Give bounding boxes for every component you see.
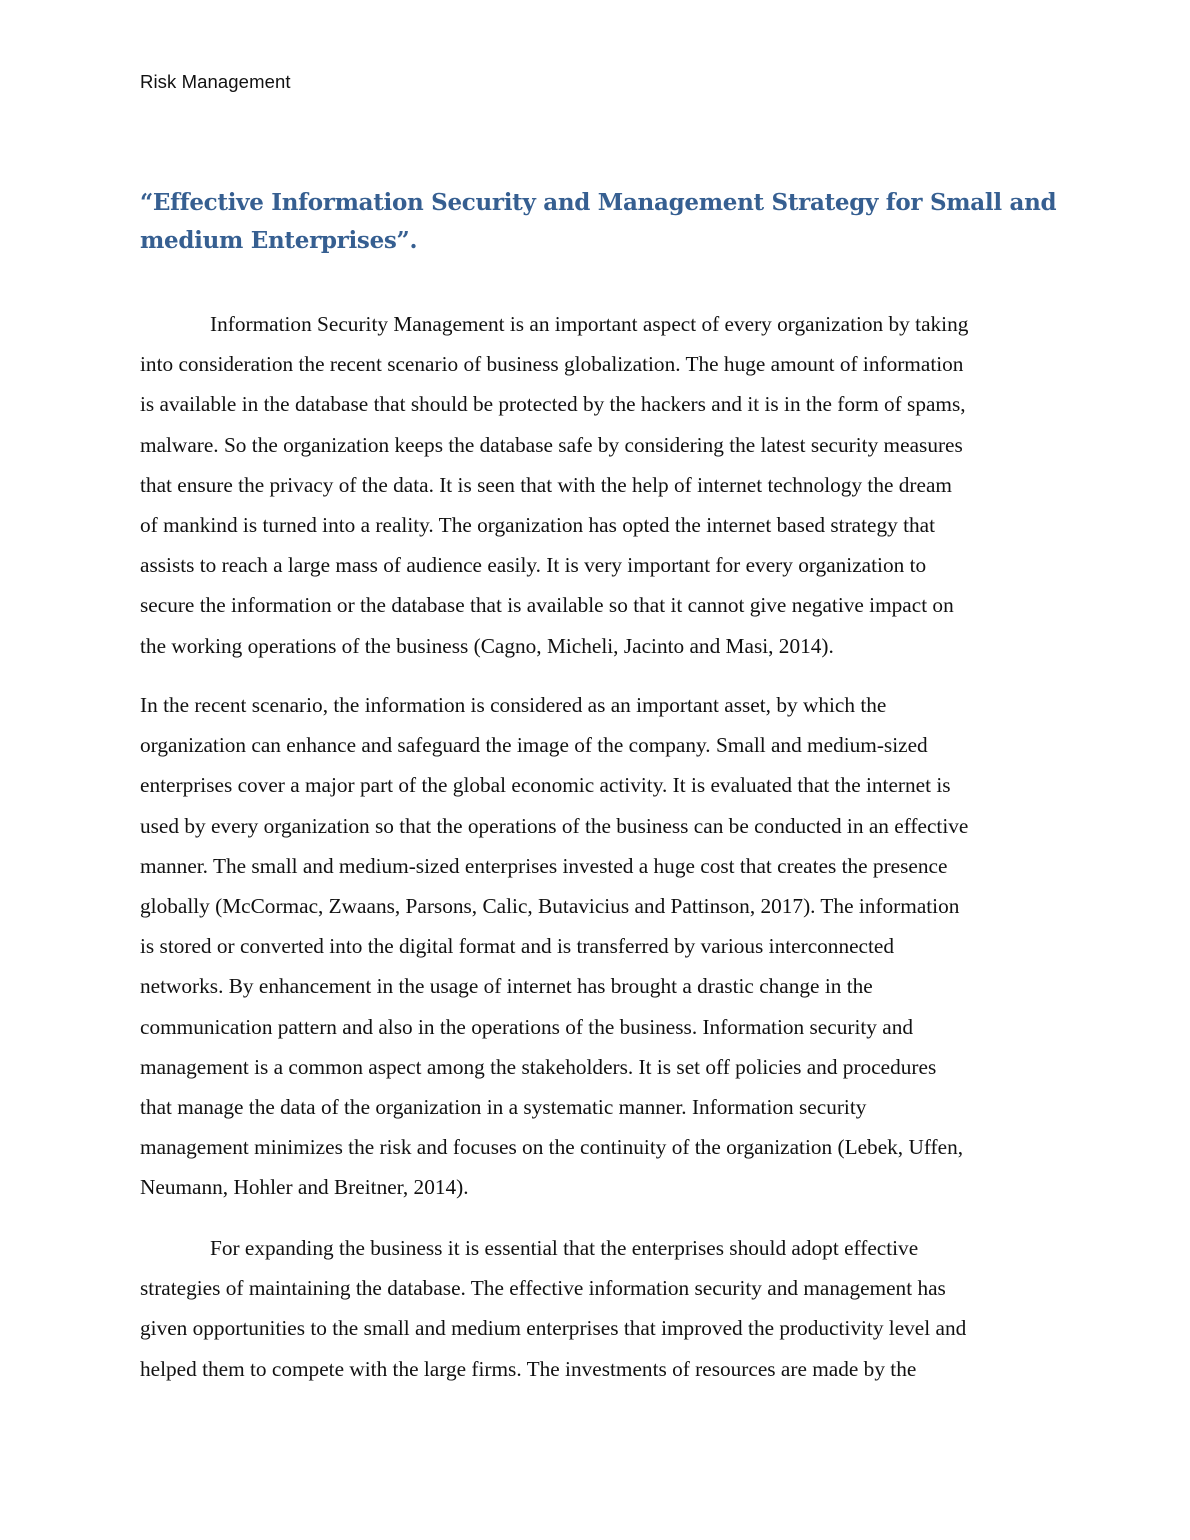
text-line: communication pattern and also in the operations of the business. Information security and xyxy=(140,1014,913,1039)
text-line: into consideration the recent scenario of business globalization. The huge amount of information xyxy=(140,352,964,377)
text-line: given opportunities to the small and medium enterprises that improved the productivity level and xyxy=(140,1316,967,1341)
text-line: used by every organization so that the operations of the business can be conducted in an effective xyxy=(140,813,969,838)
text-line: manner. The small and medium-sized enterprises invested a huge cost that creates the presence xyxy=(140,853,948,878)
text-line: of mankind is turned into a reality. The organization has opted the internet based strategy that xyxy=(140,513,936,538)
text-line: that manage the data of the organization in a systematic manner. Information security xyxy=(140,1095,867,1120)
document-title xyxy=(140,184,1057,260)
running-header: Risk Management xyxy=(140,71,291,92)
text-line: strategies of maintaining the database. The effective information security and management has xyxy=(140,1276,946,1301)
paragraph-expanding-business xyxy=(140,1228,1060,1389)
text-line: Neumann, Hohler and Breitner, 2014). xyxy=(140,1175,469,1200)
text-line: organization can enhance and safeguard the image of the company. Small and medium-sized xyxy=(140,733,928,758)
text-line: helped them to compete with the large firms. The investments of resources are made by the xyxy=(140,1356,917,1381)
text-line: Information Security Management is an important aspect of every organization by taking xyxy=(210,312,969,336)
text-line: that ensure the privacy of the data. It is seen that with the help of internet technology the dream xyxy=(140,472,952,497)
text-line: enterprises cover a major part of the global economic activity. It is evaluated that the internet is xyxy=(140,773,951,798)
text-line: is available in the database that should be protected by the hackers and it is in the form of spams, xyxy=(140,392,966,417)
text-line: For expanding the business it is essential that the enterprises should adopt effective xyxy=(210,1236,919,1260)
text-line: globally (McCormac, Zwaans, Parsons, Calic, Butavicius and Pattinson, 2017). The information xyxy=(140,894,960,919)
paragraph-recent-scenario xyxy=(140,685,1060,1208)
text-line: networks. By enhancement in the usage of internet has brought a drastic change in the xyxy=(140,974,873,999)
title-line: medium Enterprises”. xyxy=(140,227,418,254)
text-line: is stored or converted into the digital format and is transferred by various interconnected xyxy=(140,934,895,959)
title-line: “Effective Information Security and Management Strategy for Small and xyxy=(140,189,1057,216)
paragraph-introduction xyxy=(140,304,1060,666)
text-line: malware. So the organization keeps the database safe by considering the latest security measures xyxy=(140,432,963,457)
text-line: assists to reach a large mass of audience easily. It is very important for every organization to xyxy=(140,553,927,578)
text-line: management is a common aspect among the stakeholders. It is set off policies and procedures xyxy=(140,1054,937,1079)
text-line: management minimizes the risk and focuses on the continuity of the organization (Lebek, Uffen, xyxy=(140,1135,964,1160)
text-line: In the recent scenario, the information is considered as an important asset, by which the xyxy=(140,693,887,717)
text-line: the working operations of the business (Cagno, Micheli, Jacinto and Masi, 2014). xyxy=(140,633,834,658)
text-line: secure the information or the database that is available so that it cannot give negative impact on xyxy=(140,593,954,618)
